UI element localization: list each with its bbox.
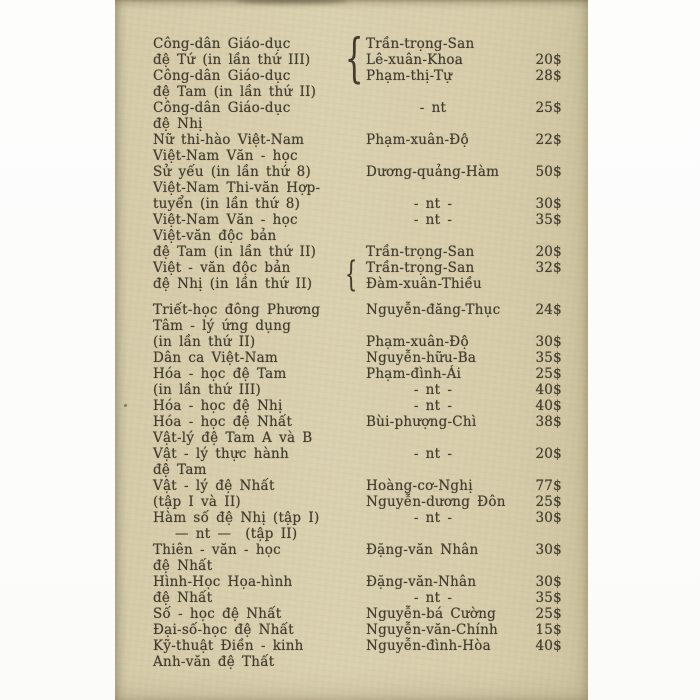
catalog-line (153, 244, 562, 260)
author-cell: Lê-xuân-Khoa (366, 52, 464, 68)
title-cell: Đại-số-học đệ Nhất (153, 622, 294, 638)
catalog-line (153, 366, 562, 382)
price-cell (508, 84, 562, 100)
author-cell: Đặng-văn-Nhân (366, 574, 477, 590)
price-cell: 35$ (535, 590, 562, 606)
title-cell: Công-dân Giáo-dục (153, 100, 291, 116)
price-cell: 38$ (535, 414, 562, 430)
catalog-line (153, 382, 562, 398)
price-cell: 50$ (535, 164, 562, 180)
catalog-line (153, 590, 562, 606)
price-cell: 25$ (535, 606, 562, 622)
title-cell: đệ Tam (in lần thứ II) (153, 84, 317, 100)
title-cell: (tập I và II) (153, 494, 241, 510)
catalog-line (153, 132, 562, 148)
price-cell (508, 276, 562, 292)
title-cell: Việt-văn độc bản (153, 228, 277, 244)
title-cell: đệ Nhất (153, 558, 213, 574)
title-cell: đệ Tam (in lần thứ II) (153, 244, 317, 260)
catalog-line (153, 414, 562, 430)
catalog-line (153, 302, 562, 318)
catalog-line (153, 462, 562, 478)
price-cell: 32$ (535, 260, 562, 276)
author-cell: Nguyễn-văn-Chính (366, 622, 498, 638)
catalog-line (153, 84, 562, 100)
catalog-line (153, 558, 562, 574)
catalog-line (153, 478, 562, 494)
title-cell: Việt-Nam Văn - học (153, 212, 298, 228)
author-cell: Nguyễn-đăng-Thục (366, 302, 501, 318)
title-cell: Thiên - văn - học (153, 542, 281, 558)
author-cell: - nt - (413, 590, 453, 606)
author-cell (358, 318, 508, 334)
price-cell: 25$ (535, 494, 562, 510)
catalog-line (153, 164, 562, 180)
author-cell: Đàm-xuân-Thiều (366, 276, 482, 292)
title-cell: Hóa - học đệ Nhất (153, 414, 293, 430)
title-cell: đệ Tam (153, 462, 207, 478)
catalog-line (153, 622, 562, 638)
page-top-edge-smudge (235, 0, 347, 4)
title-cell: Việt-Nam Thi-văn Hợp- (153, 180, 321, 196)
author-cell: Nguyễn-hữu-Ba (366, 350, 477, 366)
author-cell: Hoàng-cơ-Nghị (366, 478, 473, 494)
price-cell (508, 462, 562, 478)
price-cell: 20$ (535, 446, 562, 462)
author-cell: Dương-quảng-Hàm (366, 164, 500, 180)
title-cell: Dân ca Việt-Nam (153, 350, 278, 366)
catalog-line (153, 100, 562, 116)
price-cell: 20$ (535, 244, 562, 260)
author-cell: Trần-trọng-San { (345, 28, 475, 89)
price-cell: 30$ (535, 574, 562, 590)
price-cell: 30$ (535, 542, 562, 558)
catalog-line (153, 574, 562, 590)
author-cell: Nguyễn-bá Cường (366, 606, 497, 622)
title-cell: đệ Nhất (153, 590, 213, 606)
price-cell: 30$ (535, 510, 562, 526)
price-cell (508, 558, 562, 574)
title-cell: Số - học đệ Nhất (153, 606, 282, 622)
title-cell: Anh-văn đệ Thất (153, 654, 275, 670)
author-cell (358, 654, 508, 670)
price-cell: 25$ (535, 100, 562, 116)
catalog-line (153, 494, 562, 510)
catalog-line (153, 148, 562, 164)
title-cell: đệ Nhị (in lần thứ II) (153, 276, 313, 292)
catalog-line (153, 52, 562, 68)
price-cell: 30$ (535, 196, 562, 212)
title-cell: Nữ thi-hào Việt-Nam (153, 132, 305, 148)
title-cell: (in lần thứ III) (153, 382, 262, 398)
price-cell (508, 116, 562, 132)
author-cell (358, 180, 508, 196)
price-cell (508, 318, 562, 334)
title-cell: đệ Tứ (in lần thứ III) (153, 52, 311, 68)
title-cell: Kỹ-thuật Điền - kinh (153, 638, 304, 654)
price-cell: 20$ (535, 52, 562, 68)
price-cell: 40$ (535, 638, 562, 654)
price-cell (508, 36, 562, 52)
title-cell: Hóa - học đệ Nhị (153, 398, 283, 414)
price-cell: 40$ (535, 398, 562, 414)
author-cell (358, 84, 508, 100)
title-cell: Việt - văn độc bản (153, 260, 291, 276)
author-cell: Đặng-văn Nhân (366, 542, 479, 558)
price-cell: 15$ (535, 622, 562, 638)
author-cell: Phạm-thị-Tự (366, 68, 453, 84)
price-cell (508, 180, 562, 196)
author-cell: Trần-trọng-San { (345, 255, 475, 295)
price-cell (508, 430, 562, 446)
title-cell: Việt-Nam Văn - học (153, 148, 298, 164)
author-cell: - nt - (413, 196, 453, 212)
title-cell: — nt — (tập II) (175, 526, 298, 542)
author-cell: - nt - (413, 510, 453, 526)
price-cell: 35$ (535, 212, 562, 228)
title-cell: Hàm số đệ Nhị (tập I) (153, 510, 320, 526)
catalog-line (153, 212, 562, 228)
title-cell: Tâm - lý ứng dụng (153, 318, 292, 334)
catalog-line (153, 606, 562, 622)
price-cell (508, 526, 562, 542)
author-cell: Phạm-xuân-Độ (366, 132, 469, 148)
catalog-line (153, 510, 562, 526)
price-cell: 25$ (535, 366, 562, 382)
catalog-list (115, 28, 588, 670)
title-cell: Hóa - học đệ Tam (153, 366, 287, 382)
catalog-line (153, 430, 562, 446)
author-cell: Phạm-đình-Ái (366, 366, 462, 382)
author-cell: Nguyễn-dương Đôn (366, 494, 506, 510)
author-cell (358, 462, 508, 478)
price-cell: 77$ (535, 478, 562, 494)
catalog-line (153, 228, 562, 244)
title-cell: Công-dân Giáo-dục (153, 36, 291, 52)
catalog-line (153, 542, 562, 558)
author-cell: Trần-trọng-San (366, 244, 475, 260)
title-cell: Vật - lý đệ Nhất (153, 478, 275, 494)
catalog-line (153, 276, 562, 292)
author-cell: - nt - (413, 398, 453, 414)
catalog-line (153, 350, 562, 366)
catalog-line (153, 398, 562, 414)
title-cell: Công-dân Giáo-dục (153, 68, 291, 84)
catalog-line (153, 654, 562, 670)
author-cell: - nt - (413, 446, 453, 462)
title-cell: đệ Nhị (153, 116, 203, 132)
price-cell: 28$ (535, 68, 562, 84)
catalog-line (153, 638, 562, 654)
catalog-line (153, 318, 562, 334)
price-cell: 40$ (535, 382, 562, 398)
author-cell: Nguyễn-đình-Hòa (366, 638, 491, 654)
author-cell (358, 558, 508, 574)
title-cell: Sử yếu (in lần thứ 8) (153, 164, 312, 180)
title-cell: Triết-học đông Phương (153, 302, 321, 318)
price-cell: 30$ (535, 334, 562, 350)
catalog-line (153, 196, 562, 212)
catalog-line (153, 68, 562, 84)
price-cell: 35$ (535, 350, 562, 366)
author-group-brace-icon: { (345, 255, 358, 295)
scanned-page (115, 0, 588, 700)
price-cell (508, 148, 562, 164)
catalog-line (153, 334, 562, 350)
catalog-line (153, 180, 562, 196)
author-cell (358, 148, 508, 164)
author-cell: Bùi-phượng-Chì (366, 414, 477, 430)
author-cell: - nt - (413, 382, 453, 398)
catalog-line (153, 446, 562, 462)
title-cell: Vật-lý đệ Tam A và B (153, 430, 313, 446)
author-cell: Phạm-xuân-Độ (366, 334, 469, 350)
author-group-brace-icon: { (345, 28, 364, 89)
title-cell: Vật - lý thực hành (153, 446, 289, 462)
price-cell: 24$ (535, 302, 562, 318)
price-cell: 22$ (535, 132, 562, 148)
title-cell: (in lần thứ II) (153, 334, 256, 350)
author-cell: - nt (419, 100, 447, 116)
catalog-line (153, 116, 562, 132)
author-cell: - nt - (413, 212, 453, 228)
title-cell: tuyển (in lần thứ 8) (153, 196, 301, 212)
author-cell (358, 228, 508, 244)
catalog-line (153, 526, 562, 542)
author-cell (358, 526, 508, 542)
author-cell (358, 116, 508, 132)
price-cell (508, 654, 562, 670)
author-cell (358, 430, 508, 446)
title-cell: Hình-Học Họa-hình (153, 574, 293, 590)
price-cell (508, 228, 562, 244)
